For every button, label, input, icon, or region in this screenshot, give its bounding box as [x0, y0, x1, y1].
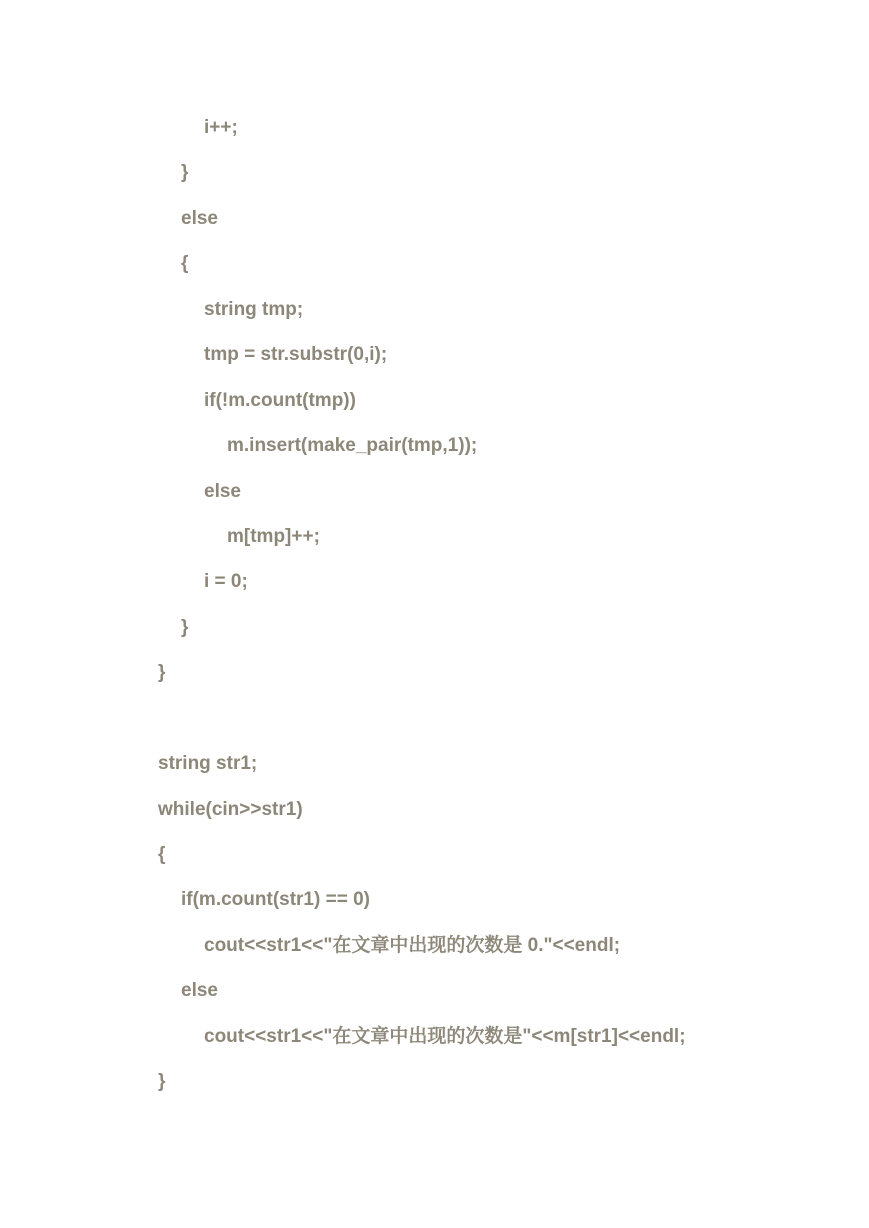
code-line: }	[181, 162, 189, 184]
code-block	[158, 105, 838, 1105]
code-line: tmp = str.substr(0,i);	[204, 344, 388, 366]
code-line: else	[181, 207, 218, 229]
code-line: cout<<str1<<"在文章中出现的次数是"<<m[str1]<<endl;	[204, 1025, 686, 1047]
blank-line	[158, 696, 838, 741]
code-line: if(m.count(str1) == 0)	[181, 889, 370, 911]
code-line: string str1;	[158, 753, 258, 775]
code-line: {	[158, 844, 166, 865]
code-line: m.insert(make_pair(tmp,1));	[227, 435, 478, 457]
code-line: else	[181, 980, 218, 1002]
code-line: }	[181, 616, 189, 638]
code-line: if(!m.count(tmp))	[204, 389, 356, 411]
code-line: cout<<str1<<"在文章中出现的次数是 0."<<endl;	[204, 934, 621, 956]
code-line: i = 0;	[204, 571, 248, 593]
code-line: i++;	[204, 117, 238, 138]
code-line: string tmp;	[204, 298, 304, 320]
code-line: while(cin>>str1)	[158, 798, 303, 820]
code-line: }	[158, 1071, 166, 1093]
code-line: }	[158, 662, 166, 684]
code-line: m[tmp]++;	[227, 525, 320, 547]
code-line: {	[181, 253, 189, 275]
code-line: else	[204, 480, 241, 502]
